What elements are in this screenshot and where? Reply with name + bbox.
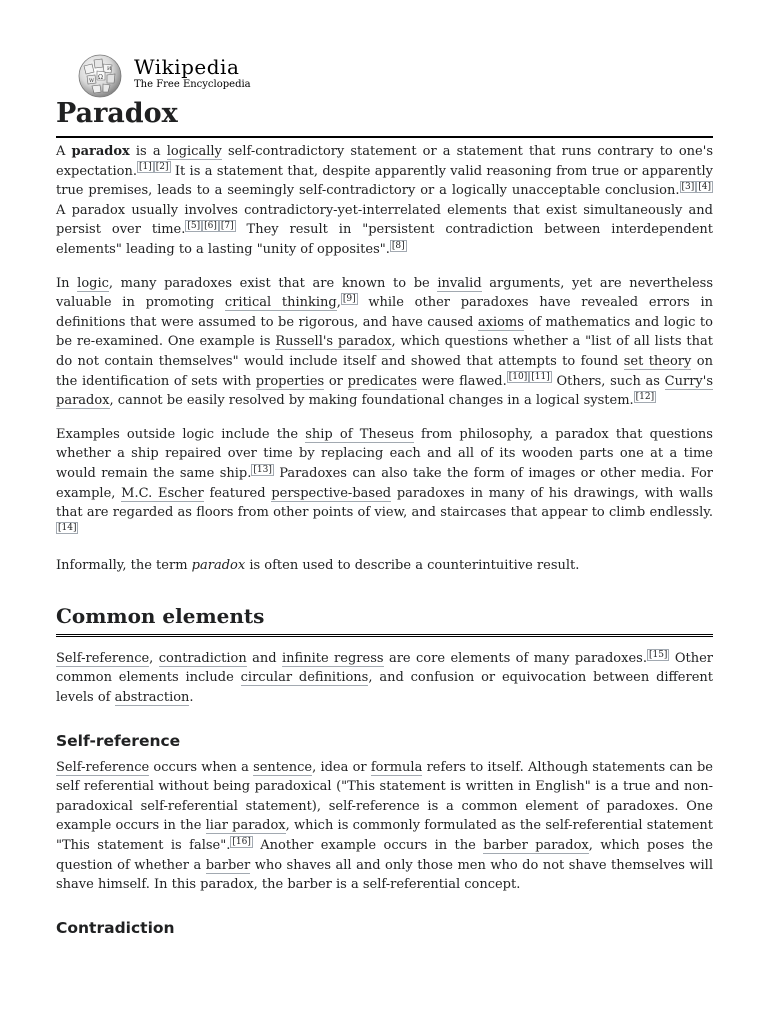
citation-8[interactable]: [8] [391, 240, 405, 251]
link-self-reference[interactable]: Self-reference [56, 650, 150, 666]
citation-14[interactable]: [14] [58, 523, 77, 534]
wikipedia-tagline: The Free Encyclopedia [134, 79, 251, 90]
page-title: Paradox [56, 94, 713, 138]
common-elements-paragraph: Self-reference, contradiction and infinite regress are core elements of many paradoxes. [15] Other common elements include circular definitions, and confusion or equivocation between different levels of abstraction. [56, 649, 714, 706]
link-perspective-based[interactable]: perspective-based [271, 485, 392, 501]
citation-10[interactable]: [10] [508, 372, 528, 383]
italic-term: paradox [191, 558, 246, 574]
citation-4[interactable]: [4] [698, 181, 711, 192]
link-predicates[interactable]: predicates [347, 373, 417, 389]
link-circular-definitions[interactable]: circular definitions [240, 670, 369, 686]
citation-2[interactable]: [2] [155, 162, 169, 173]
bold-term: paradox [71, 144, 130, 159]
link-barber[interactable]: barber [205, 857, 251, 873]
svg-text:И: И [107, 66, 112, 72]
link-abstraction[interactable]: abstraction [114, 690, 190, 706]
link-infinite-regress[interactable]: infinite regress [282, 650, 384, 666]
link-ship-of-theseus[interactable]: ship of Theseus [305, 426, 414, 442]
link-invalid[interactable]: invalid [437, 275, 482, 291]
self-reference-paragraph: Self-reference occurs when a sentence, idea or formula refers to itself. Although statements can be self referential without being paradoxical ("This statement is written in English" is a true and non-paradoxical self-referential statement), self-reference is a common element of paradoxes. One example occurs in the liar paradox, which is commonly formulated as the self-referential statement "This statement is false". [16] Another example occurs in the barber paradox, which poses the question of whether a barber who shaves all and only those men who do not shave themselves will shave himself. In this paradox, the barber is a self-referential concept. [56, 759, 713, 893]
citation-13[interactable]: [13] [253, 464, 272, 475]
link-mc-escher[interactable]: M.C. Escher [121, 485, 204, 501]
link-properties[interactable]: properties [255, 373, 325, 389]
link-logic[interactable]: logic [77, 275, 109, 291]
citation-11[interactable]: [11] [531, 372, 550, 383]
intro-paragraph-4: Informally, the term paradox is often used to describe a counterintuitive result. [56, 558, 580, 574]
wikipedia-globe-icon [74, 52, 126, 98]
link-axioms[interactable]: axioms [477, 314, 524, 330]
intro-paragraph-3: Examples outside logic include the ship of Theseus from philosophy, a paradox that questions whether a ship repaired over time by replacing each and all of its wooden parts one at a time would remain the same ship. [13] Paradoxes can also take the form of images or other media. For example, M.C. Escher featured perspective-based paradoxes in many of his drawings, with walls that are regarded as floors from other points of view, and staircases that appear to climb endlessly.[14] [56, 426, 713, 534]
link-sentence[interactable]: sentence [253, 759, 313, 775]
wikipedia-wordmark: Wikipedia [134, 55, 240, 79]
link-contradiction[interactable]: contradiction [158, 650, 247, 666]
intro-paragraph-1: A paradox is a logically self-contradictory statement or a statement that runs contrary to one's expectation. [1] [2] It is a statement that, despite apparently valid reasoning from true or apparently true premises, leads to a seemingly self-contradictory or a logically unacceptable conclusion. [3] [4] A paradox usually involves contradictory-yet-interrelated elements that exist simultaneously and persist over time. [5] [6] [7] They result in "persistent contradiction between interdependent elements" leading to a lasting "unity of opposites". [8] [56, 144, 713, 257]
citation-7[interactable]: [7] [220, 221, 234, 232]
link-liar-paradox[interactable]: liar paradox [205, 818, 286, 834]
citation-15[interactable]: [15] [648, 649, 668, 660]
citation-12[interactable]: [12] [635, 391, 655, 402]
heading-contradiction: Contradiction [56, 918, 175, 937]
citation-6[interactable]: [6] [204, 221, 217, 232]
citation-1[interactable]: [1] [139, 162, 152, 173]
link-self-reference-2[interactable]: Self-reference [56, 759, 150, 775]
heading-common-elements: Common elements [56, 602, 713, 637]
link-russells-paradox[interactable]: Russell's paradox [275, 334, 392, 350]
wikipedia-logo[interactable] [74, 52, 274, 98]
link-barber-paradox[interactable]: barber paradox [483, 838, 589, 854]
citation-3[interactable]: [3] [681, 181, 695, 192]
link-currys-paradox[interactable]: Curry's paradox [56, 373, 713, 409]
svg-text:Ω: Ω [98, 74, 103, 81]
citation-5[interactable]: [5] [187, 221, 201, 232]
link-formula[interactable]: formula [370, 759, 423, 775]
svg-text:W: W [89, 78, 95, 84]
link-logically[interactable]: logically [166, 144, 222, 159]
link-set-theory[interactable]: set theory [623, 353, 692, 369]
citation-9[interactable]: [9] [342, 293, 356, 304]
citation-16[interactable]: [16] [232, 836, 251, 847]
intro-paragraph-2: In logic, many paradoxes exist that are known to be invalid arguments, yet are nevertheless valuable in promoting critical thinking, [9] while other paradoxes have revealed errors in definitions that were assumed to be rigorous, and have caused axioms of mathematics and logic to be re-examined. One example is Russell's paradox, which questions whether a "list of all lists that do not contain themselves" would include itself and showed that attempts to found set theory on the identification of sets with properties or predicates were flawed. [10] [11] Others, such as Curry's paradox, cannot be easily resolved by making foundational changes in a logical system. [12] [56, 275, 714, 409]
article-body [56, 142, 713, 945]
heading-self-reference: Self-reference [56, 731, 181, 750]
link-critical-thinking[interactable]: critical thinking [224, 295, 337, 311]
